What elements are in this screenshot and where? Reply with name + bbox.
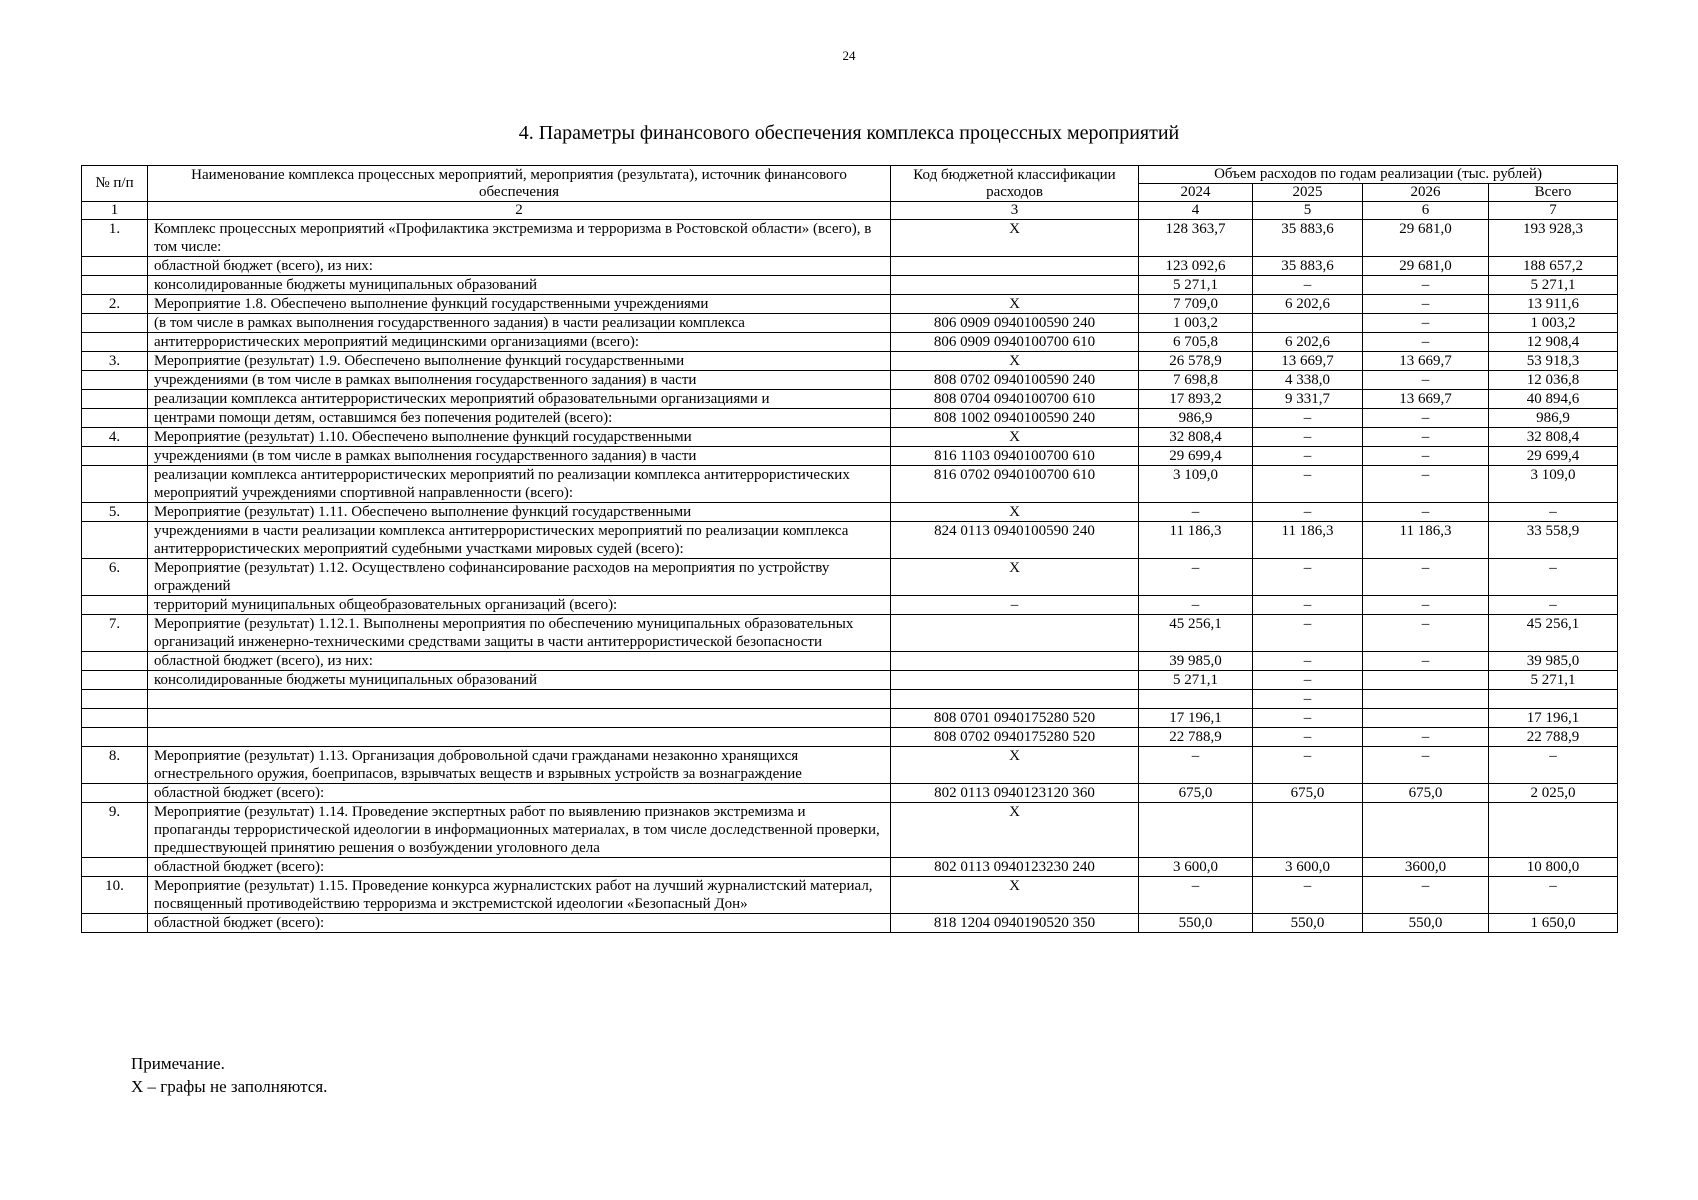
value-2025: –: [1253, 409, 1363, 428]
value-2024: 7 698,8: [1139, 371, 1253, 390]
value-total: –: [1489, 559, 1618, 596]
row-code: 808 0704 0940100700 610: [891, 390, 1139, 409]
page-number: 24: [842, 48, 856, 63]
value-2026: –: [1363, 559, 1489, 596]
row-code: 802 0113 0940123120 360: [891, 784, 1139, 803]
value-2024: 7 709,0: [1139, 295, 1253, 314]
table-row: [82, 390, 1618, 409]
table-row: [82, 522, 1618, 559]
value-total: 1 650,0: [1489, 914, 1618, 933]
value-2026: [1363, 803, 1489, 858]
row-name: Мероприятие 1.8. Обеспечено выполнение функций государственными учреждениями: [148, 295, 891, 314]
value-2025: 11 186,3: [1253, 522, 1363, 559]
value-total: 13 911,6: [1489, 295, 1618, 314]
value-2024: 550,0: [1139, 914, 1253, 933]
value-2025: –: [1253, 276, 1363, 295]
row-number: 9.: [82, 803, 148, 858]
value-total: 10 800,0: [1489, 858, 1618, 877]
header-volume: Объем расходов по годам реализации (тыс. рублей): [1139, 166, 1618, 184]
value-2026: 29 681,0: [1363, 257, 1489, 276]
value-total: 5 271,1: [1489, 276, 1618, 295]
row-code: 806 0909 0940100700 610: [891, 333, 1139, 352]
value-total: 33 558,9: [1489, 522, 1618, 559]
column-number: 5: [1253, 202, 1363, 220]
value-2026: 29 681,0: [1363, 220, 1489, 257]
row-name: консолидированные бюджеты муниципальных образований: [148, 276, 891, 295]
row-name: Мероприятие (результат) 1.9. Обеспечено выполнение функций государственными: [148, 352, 891, 371]
value-2025: –: [1253, 428, 1363, 447]
table-row: [82, 784, 1618, 803]
row-code: Х: [891, 559, 1139, 596]
header-code: Код бюджетной классификации расходов: [891, 166, 1139, 202]
value-2025: 6 202,6: [1253, 295, 1363, 314]
value-2026: –: [1363, 747, 1489, 784]
value-total: 32 808,4: [1489, 428, 1618, 447]
row-number: [82, 858, 148, 877]
value-2025: 6 202,6: [1253, 333, 1363, 352]
value-total: 12 908,4: [1489, 333, 1618, 352]
value-2025: –: [1253, 690, 1363, 709]
row-name: консолидированные бюджеты муниципальных образований: [148, 671, 891, 690]
note-text: Х – графы не заполняются.: [131, 1077, 328, 1096]
header-total: Всего: [1489, 184, 1618, 202]
value-2026: 550,0: [1363, 914, 1489, 933]
value-total: 986,9: [1489, 409, 1618, 428]
table-row: [82, 276, 1618, 295]
value-total: 5 271,1: [1489, 671, 1618, 690]
value-2025: –: [1253, 615, 1363, 652]
value-2025: 13 669,7: [1253, 352, 1363, 371]
table-row: [82, 615, 1618, 652]
value-2024: 1 003,2: [1139, 314, 1253, 333]
row-name: территорий муниципальных общеобразовательных организаций (всего):: [148, 596, 891, 615]
document-title: 4. Параметры финансового обеспечения комплекса процессных мероприятий: [518, 122, 1180, 144]
table-row: [82, 858, 1618, 877]
note: [131, 1052, 327, 1098]
table-row: [82, 803, 1618, 858]
row-name: учреждениями в части реализации комплекса антитеррористических мероприятий по реализации комплекса антитеррористических мероприятий судебными участками мировых судей (всего):: [148, 522, 891, 559]
table-row: [82, 503, 1618, 522]
row-code: Х: [891, 747, 1139, 784]
value-2026: –: [1363, 333, 1489, 352]
row-number: 1.: [82, 220, 148, 257]
row-number: [82, 314, 148, 333]
row-code: 824 0113 0940100590 240: [891, 522, 1139, 559]
value-2024: 5 271,1: [1139, 671, 1253, 690]
table-row: [82, 428, 1618, 447]
value-2026: –: [1363, 596, 1489, 615]
row-name: областной бюджет (всего):: [148, 858, 891, 877]
value-2024: [1139, 803, 1253, 858]
row-name: Мероприятие (результат) 1.12. Осуществлено софинансирование расходов на мероприятия по устройству ограждений: [148, 559, 891, 596]
note-heading: Примечание.: [131, 1054, 225, 1073]
row-code: Х: [891, 803, 1139, 858]
row-number: [82, 671, 148, 690]
value-2026: –: [1363, 276, 1489, 295]
row-name: Мероприятие (результат) 1.13. Организация добровольной сдачи гражданами незаконно хранящихся огнестрельного оружия, боеприпасов, взрывчатых веществ и взрывных устройств за вознаграждение: [148, 747, 891, 784]
value-2024: –: [1139, 559, 1253, 596]
value-total: 40 894,6: [1489, 390, 1618, 409]
value-total: –: [1489, 877, 1618, 914]
row-name: областной бюджет (всего), из них:: [148, 257, 891, 276]
value-2024: 123 092,6: [1139, 257, 1253, 276]
row-number: [82, 371, 148, 390]
value-total: 193 928,3: [1489, 220, 1618, 257]
value-total: –: [1489, 747, 1618, 784]
value-2024: 45 256,1: [1139, 615, 1253, 652]
row-name: Комплекс процессных мероприятий «Профилактика экстремизма и терроризма в Ростовской области» (всего), в том числе:: [148, 220, 891, 257]
table-header: [82, 166, 1618, 220]
row-name: [148, 690, 891, 709]
value-2026: 11 186,3: [1363, 522, 1489, 559]
row-name: Мероприятие (результат) 1.14. Проведение экспертных работ по выявлению признаков экстремизма и пропаганды террористической идеологии в информационных материалах, в том числе доследственной проверки, предшествующей принятию решения о возбуждении уголовного дела: [148, 803, 891, 858]
value-total: 188 657,2: [1489, 257, 1618, 276]
row-code: 816 0702 0940100700 610: [891, 466, 1139, 503]
value-2026: –: [1363, 877, 1489, 914]
value-2024: 17 196,1: [1139, 709, 1253, 728]
table-row: [82, 652, 1618, 671]
table-row: [82, 409, 1618, 428]
row-name: Мероприятие (результат) 1.10. Обеспечено выполнение функций государственными: [148, 428, 891, 447]
value-2024: [1139, 690, 1253, 709]
header-year-2026: 2026: [1363, 184, 1489, 202]
value-2025: –: [1253, 503, 1363, 522]
value-total: [1489, 690, 1618, 709]
header-name: Наименование комплекса процессных мероприятий, мероприятия (результата), источник финансового обеспечения: [148, 166, 891, 202]
header-year-2025: 2025: [1253, 184, 1363, 202]
row-number: [82, 784, 148, 803]
table-row: [82, 728, 1618, 747]
value-2024: 675,0: [1139, 784, 1253, 803]
value-2025: –: [1253, 466, 1363, 503]
value-2025: –: [1253, 728, 1363, 747]
row-code: 816 1103 0940100700 610: [891, 447, 1139, 466]
value-total: 12 036,8: [1489, 371, 1618, 390]
value-total: –: [1489, 596, 1618, 615]
value-2025: 4 338,0: [1253, 371, 1363, 390]
value-total: 53 918,3: [1489, 352, 1618, 371]
value-2025: 550,0: [1253, 914, 1363, 933]
value-2024: 17 893,2: [1139, 390, 1253, 409]
row-name: (в том числе в рамках выполнения государственного задания) в части реализации комплекса: [148, 314, 891, 333]
table-row: [82, 257, 1618, 276]
value-2026: 13 669,7: [1363, 390, 1489, 409]
value-total: 39 985,0: [1489, 652, 1618, 671]
row-code: [891, 257, 1139, 276]
row-number: 4.: [82, 428, 148, 447]
table-row: [82, 220, 1618, 257]
row-number: 7.: [82, 615, 148, 652]
row-number: [82, 652, 148, 671]
column-number: 3: [891, 202, 1139, 220]
table-row: [82, 671, 1618, 690]
row-code: 808 0701 0940175280 520: [891, 709, 1139, 728]
value-2026: –: [1363, 295, 1489, 314]
column-number: 4: [1139, 202, 1253, 220]
row-code: 808 1002 0940100590 240: [891, 409, 1139, 428]
row-number: [82, 466, 148, 503]
table-row: [82, 877, 1618, 914]
row-code: 802 0113 0940123230 240: [891, 858, 1139, 877]
value-2026: –: [1363, 371, 1489, 390]
table-row: [82, 914, 1618, 933]
row-name: антитеррористических мероприятий медицинскими организациями (всего):: [148, 333, 891, 352]
row-number: 2.: [82, 295, 148, 314]
value-2025: [1253, 314, 1363, 333]
value-2026: –: [1363, 466, 1489, 503]
value-2025: –: [1253, 447, 1363, 466]
row-code: 818 1204 0940190520 350: [891, 914, 1139, 933]
row-name: [148, 709, 891, 728]
row-number: [82, 333, 148, 352]
row-number: [82, 914, 148, 933]
value-total: 29 699,4: [1489, 447, 1618, 466]
row-number: [82, 690, 148, 709]
value-2025: –: [1253, 747, 1363, 784]
value-2024: 22 788,9: [1139, 728, 1253, 747]
value-total: [1489, 803, 1618, 858]
row-name: областной бюджет (всего):: [148, 784, 891, 803]
value-2026: –: [1363, 447, 1489, 466]
row-code: [891, 690, 1139, 709]
value-2026: –: [1363, 503, 1489, 522]
value-2025: 35 883,6: [1253, 257, 1363, 276]
row-name: реализации комплекса антитеррористических мероприятий образовательными организациями и: [148, 390, 891, 409]
row-number: 5.: [82, 503, 148, 522]
row-number: [82, 709, 148, 728]
value-2024: 986,9: [1139, 409, 1253, 428]
value-2024: 5 271,1: [1139, 276, 1253, 295]
row-number: [82, 596, 148, 615]
row-name: областной бюджет (всего), из них:: [148, 652, 891, 671]
value-total: 2 025,0: [1489, 784, 1618, 803]
value-2025: [1253, 803, 1363, 858]
row-name: учреждениями (в том числе в рамках выполнения государственного задания) в части: [148, 447, 891, 466]
row-name: областной бюджет (всего):: [148, 914, 891, 933]
value-2025: 675,0: [1253, 784, 1363, 803]
row-number: [82, 522, 148, 559]
value-2024: 32 808,4: [1139, 428, 1253, 447]
row-code: Х: [891, 503, 1139, 522]
column-number: 1: [82, 202, 148, 220]
value-2024: 6 705,8: [1139, 333, 1253, 352]
value-2024: –: [1139, 596, 1253, 615]
row-code: [891, 615, 1139, 652]
table-row: [82, 333, 1618, 352]
column-number: 6: [1363, 202, 1489, 220]
value-2024: 11 186,3: [1139, 522, 1253, 559]
value-2025: –: [1253, 559, 1363, 596]
value-total: 22 788,9: [1489, 728, 1618, 747]
value-2026: –: [1363, 615, 1489, 652]
table-row: [82, 559, 1618, 596]
table-row: [82, 466, 1618, 503]
row-number: [82, 409, 148, 428]
row-number: 3.: [82, 352, 148, 371]
row-code: 806 0909 0940100590 240: [891, 314, 1139, 333]
value-2024: –: [1139, 503, 1253, 522]
value-total: 45 256,1: [1489, 615, 1618, 652]
table-row: [82, 596, 1618, 615]
value-2025: –: [1253, 709, 1363, 728]
row-number: 8.: [82, 747, 148, 784]
value-2024: 128 363,7: [1139, 220, 1253, 257]
value-2024: 39 985,0: [1139, 652, 1253, 671]
value-2025: –: [1253, 877, 1363, 914]
row-code: Х: [891, 220, 1139, 257]
row-name: Мероприятие (результат) 1.11. Обеспечено выполнение функций государственными: [148, 503, 891, 522]
table-row: [82, 747, 1618, 784]
value-2026: –: [1363, 652, 1489, 671]
table-row: [82, 709, 1618, 728]
value-2025: –: [1253, 671, 1363, 690]
table-row: [82, 314, 1618, 333]
row-code: 808 0702 0940175280 520: [891, 728, 1139, 747]
value-2026: 13 669,7: [1363, 352, 1489, 371]
row-number: [82, 447, 148, 466]
row-name: [148, 728, 891, 747]
value-2026: –: [1363, 728, 1489, 747]
value-2026: –: [1363, 409, 1489, 428]
row-code: Х: [891, 877, 1139, 914]
table-body: [82, 220, 1618, 933]
row-name: учреждениями (в том числе в рамках выполнения государственного задания) в части: [148, 371, 891, 390]
row-number: 6.: [82, 559, 148, 596]
row-name: центрами помощи детям, оставшимся без попечения родителей (всего):: [148, 409, 891, 428]
row-code: Х: [891, 352, 1139, 371]
value-2024: 26 578,9: [1139, 352, 1253, 371]
row-name: Мероприятие (результат) 1.15. Проведение конкурса журналистских работ на лучший журналистский материал, посвященный противодействию терроризма и экстремистской идеологии «Безопасный Дон»: [148, 877, 891, 914]
financing-table: [81, 165, 1618, 933]
value-2025: –: [1253, 652, 1363, 671]
row-name: реализации комплекса антитеррористических мероприятий по реализации комплекса антитеррористических мероприятий учреждениями спортивной направленности (всего):: [148, 466, 891, 503]
value-2026: 675,0: [1363, 784, 1489, 803]
value-total: 1 003,2: [1489, 314, 1618, 333]
value-2025: 35 883,6: [1253, 220, 1363, 257]
row-code: [891, 652, 1139, 671]
row-code: [891, 276, 1139, 295]
header-year-2024: 2024: [1139, 184, 1253, 202]
value-2026: 3600,0: [1363, 858, 1489, 877]
table-row: [82, 295, 1618, 314]
value-2025: 9 331,7: [1253, 390, 1363, 409]
row-code: Х: [891, 428, 1139, 447]
row-number: [82, 728, 148, 747]
row-code: Х: [891, 295, 1139, 314]
row-number: 10.: [82, 877, 148, 914]
value-2026: [1363, 709, 1489, 728]
table-row: [82, 352, 1618, 371]
value-2024: 3 109,0: [1139, 466, 1253, 503]
table-row: [82, 690, 1618, 709]
value-2026: –: [1363, 428, 1489, 447]
column-number: 7: [1489, 202, 1618, 220]
row-name: Мероприятие (результат) 1.12.1. Выполнены мероприятия по обеспечению муниципальных образовательных организаций инженерно-техническими средствами защиты в части антитеррористической безопасности: [148, 615, 891, 652]
value-total: 17 196,1: [1489, 709, 1618, 728]
column-number: 2: [148, 202, 891, 220]
value-2026: [1363, 690, 1489, 709]
table-row: [82, 371, 1618, 390]
value-2024: –: [1139, 877, 1253, 914]
row-number: [82, 276, 148, 295]
value-2024: –: [1139, 747, 1253, 784]
value-total: –: [1489, 503, 1618, 522]
value-2024: 29 699,4: [1139, 447, 1253, 466]
value-total: 3 109,0: [1489, 466, 1618, 503]
row-number: [82, 390, 148, 409]
value-2025: –: [1253, 596, 1363, 615]
value-2026: –: [1363, 314, 1489, 333]
row-code: –: [891, 596, 1139, 615]
value-2024: 3 600,0: [1139, 858, 1253, 877]
row-code: [891, 671, 1139, 690]
header-no: № п/п: [82, 166, 148, 202]
table-row: [82, 447, 1618, 466]
row-number: [82, 257, 148, 276]
value-2026: [1363, 671, 1489, 690]
value-2025: 3 600,0: [1253, 858, 1363, 877]
row-code: 808 0702 0940100590 240: [891, 371, 1139, 390]
